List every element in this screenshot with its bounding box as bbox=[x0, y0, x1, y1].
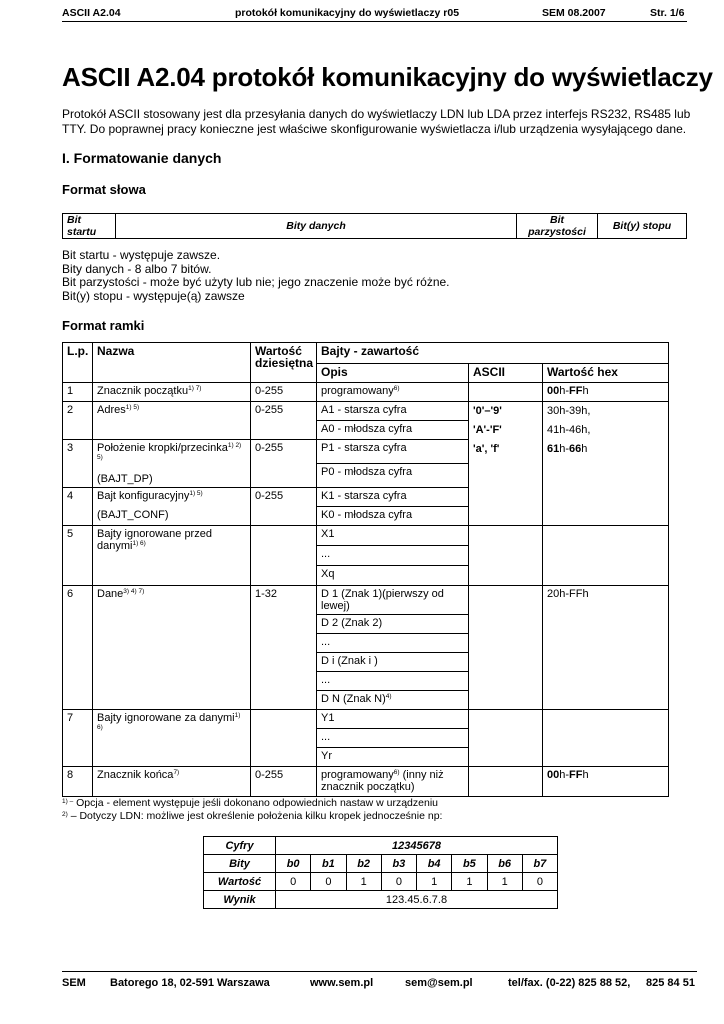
word-format-heading: Format słowa bbox=[62, 182, 146, 197]
label-wartosc: Wartość bbox=[204, 873, 276, 891]
row-desc: A0 - młodsza cyfra bbox=[317, 421, 469, 440]
row-hex: 20h-FFh bbox=[543, 586, 669, 710]
row-hex bbox=[543, 526, 669, 586]
hex-part: h- bbox=[559, 443, 570, 455]
row-name-text: Bajt konfiguracyjny bbox=[97, 490, 190, 502]
row-desc: ... bbox=[317, 546, 469, 566]
hex-part: 00 bbox=[547, 385, 560, 397]
hex-range-upper: 41h-46h, bbox=[547, 424, 591, 436]
row-decimal: 0-255 bbox=[251, 383, 317, 402]
row-ascii bbox=[469, 710, 543, 767]
value-wynik: 123.45.6.7.8 bbox=[276, 891, 558, 909]
bit-cell: b6 bbox=[487, 855, 522, 873]
row-desc: Y1 bbox=[317, 710, 469, 729]
value-cell: 0 bbox=[276, 873, 311, 891]
value-cell: 1 bbox=[487, 873, 522, 891]
row-desc-text: programowany bbox=[321, 769, 394, 781]
footnote-ref: 4) bbox=[385, 693, 392, 700]
digits-example-table bbox=[203, 836, 558, 909]
row-desc: ... bbox=[317, 672, 469, 691]
col-lp: L.p. bbox=[63, 343, 93, 383]
value-cyfry: 12345678 bbox=[276, 837, 558, 855]
row-lp: 8 bbox=[63, 767, 93, 797]
row-name bbox=[93, 767, 251, 797]
hex-part: 61 bbox=[547, 443, 560, 455]
footer-phone-2: 825 84 51 bbox=[646, 977, 695, 989]
row-lp: 7 bbox=[63, 710, 93, 767]
row-desc: D i (Znak i ) bbox=[317, 653, 469, 672]
footnote-marker: 2) bbox=[62, 810, 68, 818]
footnote-text: – Dotyczy LDN: możliwe jest określenie położenia kilku kropek jednocześnie np: bbox=[67, 809, 443, 822]
row-desc: D 2 (Znak 2) bbox=[317, 615, 469, 634]
ascii-range-digits: '0'–'9' bbox=[473, 405, 502, 417]
row-ascii-range bbox=[469, 402, 543, 526]
footnotes bbox=[62, 797, 442, 822]
row-name bbox=[93, 586, 251, 710]
cell-parity-bit: Bit parzystości bbox=[517, 214, 598, 239]
row-name-text: Bajty ignorowane przed danymi bbox=[97, 528, 212, 552]
row-desc: P0 - młodsza cyfra bbox=[317, 464, 469, 488]
row-lp: 3 bbox=[63, 440, 93, 488]
footnote-marker: 1) – bbox=[62, 798, 74, 805]
table-row bbox=[63, 402, 669, 421]
hex-part: 66 bbox=[569, 443, 582, 455]
row-hex-range bbox=[543, 402, 669, 526]
row-lp: 6 bbox=[63, 586, 93, 710]
hex-part: h bbox=[582, 385, 589, 397]
hex-range-lower bbox=[547, 440, 664, 459]
description-line: Bit startu - występuje zawsze. bbox=[62, 248, 221, 262]
footer-email[interactable]: sem@sem.pl bbox=[405, 977, 473, 989]
row-desc: A1 - starsza cyfra bbox=[317, 402, 469, 421]
row-desc: ... bbox=[317, 634, 469, 653]
footnote-ref: 6) bbox=[393, 385, 400, 392]
header-date: SEM 08.2007 bbox=[542, 7, 606, 19]
row-decimal: 0-255 bbox=[251, 767, 317, 797]
row-desc: Xq bbox=[317, 566, 469, 586]
row-name bbox=[93, 526, 251, 586]
row-desc: K1 - starsza cyfra bbox=[317, 488, 469, 507]
row-decimal: 0-255 bbox=[251, 402, 317, 440]
bit-cell: b1 bbox=[311, 855, 346, 873]
label-wynik: Wynik bbox=[204, 891, 276, 909]
footer-address: Batorego 18, 02-591 Warszawa bbox=[110, 977, 270, 989]
bit-cell: b3 bbox=[381, 855, 416, 873]
bit-cell: b5 bbox=[452, 855, 487, 873]
page-header bbox=[62, 7, 687, 22]
row-name-text: Znacznik końca bbox=[97, 769, 174, 781]
footer-phone: tel/fax. (0-22) 825 88 52, bbox=[508, 977, 631, 989]
col-bytes: Bajty - zawartość bbox=[317, 343, 669, 364]
row-ascii bbox=[469, 526, 543, 586]
intro-paragraph: Protokół ASCII stosowany jest dla przesyłania danych do wyświetlaczy LDN lub LDA przez interfejs RS232, RS485 lub TTY. Do poprawnej pracy konieczne jest właściwe skonfigurowanie wyświetlacza i/lub urządzenia wysyłającego dane. bbox=[62, 107, 691, 136]
bit-cell: b4 bbox=[417, 855, 452, 873]
row-name-text: Adres bbox=[97, 404, 126, 416]
row-name-code: (BAJT_CONF) bbox=[97, 509, 169, 521]
row-ascii bbox=[469, 767, 543, 797]
row-hex bbox=[543, 383, 669, 402]
footnote-ref: 7) bbox=[173, 769, 180, 776]
bit-cell: b7 bbox=[522, 855, 557, 873]
row-decimal bbox=[251, 710, 317, 767]
hex-part: h- bbox=[559, 769, 570, 781]
frame-format-table bbox=[62, 342, 669, 797]
row-name bbox=[93, 710, 251, 767]
col-decimal: Wartość dziesiętna bbox=[251, 343, 317, 383]
row-name-text: Położenie kropki/przecinka bbox=[97, 442, 228, 454]
footer-company: SEM bbox=[62, 977, 86, 989]
row-ascii bbox=[469, 586, 543, 710]
row-desc: ... bbox=[317, 729, 469, 748]
footnote-ref: 1) 5) bbox=[189, 490, 203, 497]
hex-part: 00 bbox=[547, 769, 560, 781]
row-lp: 4 bbox=[63, 488, 93, 526]
footer-website[interactable]: www.sem.pl bbox=[310, 977, 374, 989]
frame-format-heading: Format ramki bbox=[62, 318, 145, 333]
page-footer bbox=[62, 971, 697, 992]
row-desc-text: programowany bbox=[321, 385, 394, 397]
footnote-ref: 1) 2) 5) bbox=[97, 442, 242, 461]
description-line: Bit parzystości - może być użyty lub nie; jego znaczenie może być różne. bbox=[62, 275, 450, 289]
value-cell: 0 bbox=[311, 873, 346, 891]
table-row bbox=[63, 767, 669, 797]
hex-part: h- bbox=[559, 385, 570, 397]
ascii-range-lower: 'a', 'f' bbox=[473, 443, 500, 455]
row-decimal: 0-255 bbox=[251, 488, 317, 526]
row-desc: D 1 (Znak 1)(pierwszy od lewej) bbox=[317, 586, 469, 615]
row-lp: 2 bbox=[63, 402, 93, 440]
row-decimal bbox=[251, 526, 317, 586]
description-line: Bit(y) stopu - występuje(ą) zawsze bbox=[62, 288, 245, 303]
footnote bbox=[62, 797, 442, 810]
row-hex bbox=[543, 767, 669, 797]
footnote-ref: 1) 6) bbox=[97, 712, 241, 731]
row-decimal: 1-32 bbox=[251, 586, 317, 710]
row-name bbox=[93, 440, 251, 488]
footnote-ref: 6) bbox=[393, 769, 400, 776]
section-heading: I. Formatowanie danych bbox=[62, 150, 222, 166]
word-format-description bbox=[62, 249, 450, 303]
row-name bbox=[93, 383, 251, 402]
ascii-range-upper: 'A'-'F' bbox=[473, 424, 502, 436]
hex-range-digits: 30h-39h, bbox=[547, 405, 591, 417]
value-cell: 1 bbox=[452, 873, 487, 891]
word-format-table bbox=[62, 213, 687, 239]
col-hex: Wartość hex bbox=[543, 364, 669, 383]
row-hex bbox=[543, 710, 669, 767]
row-name-text: Bajty ignorowane za danymi bbox=[97, 712, 235, 724]
footnote bbox=[62, 810, 442, 823]
footnote-text: Opcja - element występuje jeśli dokonano odpowiednich nastaw w urządzeniu bbox=[73, 797, 438, 809]
row-desc bbox=[317, 767, 469, 797]
row-desc-text: D N (Znak N) bbox=[321, 693, 386, 705]
row-desc-text: (inny niż znacznik początku) bbox=[321, 769, 444, 793]
table-row bbox=[63, 383, 669, 402]
row-desc: K0 - młodsza cyfra bbox=[317, 507, 469, 526]
row-name bbox=[93, 402, 251, 440]
row-name-code: (BAJT_DP) bbox=[97, 473, 153, 485]
table-row bbox=[63, 526, 669, 546]
row-lp: 1 bbox=[63, 383, 93, 402]
row-name-text: Dane bbox=[97, 588, 124, 600]
hex-part: h bbox=[582, 769, 589, 781]
cell-start-bit: Bit startu bbox=[63, 214, 116, 239]
table-row bbox=[63, 710, 669, 729]
col-name: Nazwa bbox=[93, 343, 251, 383]
header-doc-id: ASCII A2.04 bbox=[62, 7, 121, 19]
hex-part: FF bbox=[569, 769, 583, 781]
row-desc: Yr bbox=[317, 748, 469, 767]
hex-part: h bbox=[581, 443, 588, 455]
row-desc: X1 bbox=[317, 526, 469, 546]
row-desc: P1 - starsza cyfra bbox=[317, 440, 469, 464]
description-line: Bity danych - 8 albo 7 bitów. bbox=[62, 261, 212, 276]
table-row bbox=[63, 586, 669, 615]
page-title: ASCII A2.04 protokół komunikacyjny do wyświetlaczy bbox=[62, 62, 713, 92]
value-cell: 0 bbox=[381, 873, 416, 891]
row-ascii bbox=[469, 383, 543, 402]
row-decimal: 0-255 bbox=[251, 440, 317, 488]
header-page: Str. 1/6 bbox=[650, 7, 685, 19]
header-doc-title: protokół komunikacyjny do wyświetlaczy r05 bbox=[235, 7, 460, 19]
row-desc bbox=[317, 691, 469, 710]
footnote-ref: 1) 5) bbox=[125, 404, 140, 411]
footnote-ref: 1) 6) bbox=[132, 540, 146, 547]
row-desc bbox=[317, 383, 469, 402]
row-name-text: Znacznik początku bbox=[97, 385, 189, 397]
label-cyfry: Cyfry bbox=[204, 837, 276, 855]
row-name bbox=[93, 488, 251, 526]
col-ascii: ASCII bbox=[469, 364, 543, 383]
bit-cell: b2 bbox=[346, 855, 381, 873]
value-cell: 1 bbox=[346, 873, 381, 891]
footnote-ref: 1) 7) bbox=[188, 385, 202, 392]
label-bity: Bity bbox=[204, 855, 276, 873]
hex-part: FF bbox=[569, 385, 583, 397]
value-cell: 0 bbox=[522, 873, 557, 891]
cell-data-bits: Bity danych bbox=[116, 214, 517, 239]
row-lp: 5 bbox=[63, 526, 93, 586]
cell-stop-bits: Bit(y) stopu bbox=[598, 214, 687, 239]
footnote-ref: 3) 4) 7) bbox=[123, 588, 145, 595]
col-desc: Opis bbox=[317, 364, 469, 383]
bit-cell: b0 bbox=[276, 855, 311, 873]
value-cell: 1 bbox=[417, 873, 452, 891]
